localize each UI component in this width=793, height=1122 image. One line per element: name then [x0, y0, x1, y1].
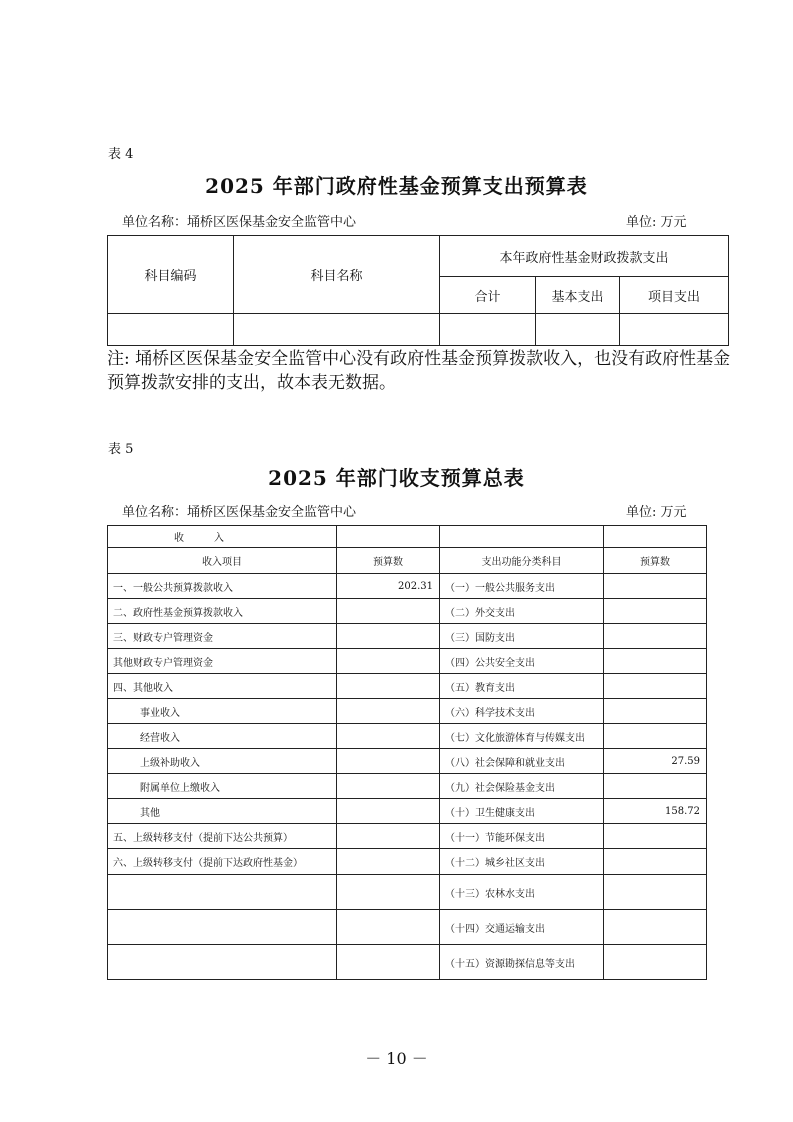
expense-amount [604, 910, 707, 945]
income-item: 其他 [108, 799, 337, 824]
income-item [108, 945, 337, 980]
income-amount [337, 724, 440, 749]
expense-category: （八）社会保障和就业支出 [440, 749, 604, 774]
expense-amount [604, 574, 707, 599]
income-amount [337, 824, 440, 849]
table-row [108, 824, 707, 849]
table-row [108, 724, 707, 749]
expense-amount [604, 674, 707, 699]
income-header: 收 入 [108, 526, 337, 548]
expense-category: （十五）资源勘探信息等支出 [440, 945, 604, 980]
income-item: 五、上级转移支付（提前下达公共预算） [108, 824, 337, 849]
table5-label: 表 5 [108, 442, 134, 457]
income-item: 四、其他收入 [108, 674, 337, 699]
expense-amount [604, 649, 707, 674]
expense-amount [604, 824, 707, 849]
table4-label: 表 4 [108, 147, 134, 162]
income-amount [337, 624, 440, 649]
table-row [108, 574, 707, 599]
expense-category: （三）国防支出 [440, 624, 604, 649]
table5-unit: 单位: 万元 [626, 505, 687, 520]
income-item: 其他财政专户管理资金 [108, 649, 337, 674]
table-row [108, 749, 707, 774]
col-header-income-amount: 预算数 [337, 548, 440, 574]
expense-category: （十）卫生健康支出 [440, 799, 604, 824]
expense-amount [604, 875, 707, 910]
income-amount [337, 799, 440, 824]
table-row [108, 875, 707, 910]
expense-amount [604, 724, 707, 749]
income-item [108, 910, 337, 945]
income-amount [337, 945, 440, 980]
expense-category: （二）外交支出 [440, 599, 604, 624]
col-header-income-item: 收入项目 [108, 548, 337, 574]
header-fund-expenditure: 本年政府性基金财政拨款支出 [440, 236, 729, 277]
expense-amount: 158.72 [604, 799, 707, 824]
header-subject-name: 科目名称 [234, 236, 440, 314]
income-amount [337, 774, 440, 799]
income-amount: 202.31 [337, 574, 440, 599]
table5-title: 2025 年部门收支预算总表 [268, 466, 525, 490]
income-amount [337, 910, 440, 945]
table5-unit-name: 单位名称：埇桥区医保基金安全监管中心 [122, 505, 357, 520]
expense-category: （十一）节能环保支出 [440, 824, 604, 849]
expense-amount [604, 849, 707, 875]
expense-category: （五）教育支出 [440, 674, 604, 699]
expense-category: （六）科学技术支出 [440, 699, 604, 724]
income-amount [337, 849, 440, 875]
header-total: 合计 [440, 277, 536, 314]
table-row [108, 314, 729, 346]
table-row [108, 674, 707, 699]
expense-amount [604, 699, 707, 724]
income-item: 上级补助收入 [108, 749, 337, 774]
income-item: 二、政府性基金预算拨款收入 [108, 599, 337, 624]
expense-amount [604, 599, 707, 624]
table-row [108, 624, 707, 649]
col-header-expense-category: 支出功能分类科目 [440, 548, 604, 574]
header-subject-code: 科目编码 [108, 236, 234, 314]
income-amount [337, 649, 440, 674]
table-row [108, 774, 707, 799]
income-item: 事业收入 [108, 699, 337, 724]
income-item [108, 875, 337, 910]
expense-category: （十三）农林水支出 [440, 875, 604, 910]
expense-category: （一）一般公共服务支出 [440, 574, 604, 599]
table4-note: 注: 埇桥区医保基金安全监管中心没有政府性基金预算拨款收入，也没有政府性基金预算拨款安排的支出，故本表无数据。 [107, 349, 731, 393]
table4-unit: 单位: 万元 [626, 215, 687, 230]
expense-amount [604, 624, 707, 649]
income-amount [337, 749, 440, 774]
expense-category: （十二）城乡社区支出 [440, 849, 604, 875]
expense-amount [604, 774, 707, 799]
table-row [108, 599, 707, 624]
income-amount [337, 599, 440, 624]
income-item: 附属单位上缴收入 [108, 774, 337, 799]
income-item: 三、财政专户管理资金 [108, 624, 337, 649]
table-row [108, 910, 707, 945]
income-amount [337, 674, 440, 699]
col-header-expense-amount: 预算数 [604, 548, 707, 574]
table5-grid [107, 525, 707, 980]
table-row [108, 699, 707, 724]
table-row [108, 799, 707, 824]
income-amount [337, 699, 440, 724]
header-basic-expenditure: 基本支出 [536, 277, 620, 314]
income-amount [337, 875, 440, 910]
income-item: 经营收入 [108, 724, 337, 749]
expense-amount [604, 945, 707, 980]
table4-unit-name: 单位名称：埇桥区医保基金安全监管中心 [122, 215, 357, 230]
expense-category: （四）公共安全支出 [440, 649, 604, 674]
table-row [108, 649, 707, 674]
expense-amount: 27.59 [604, 749, 707, 774]
header-project-expenditure: 项目支出 [620, 277, 729, 314]
table-row [108, 849, 707, 875]
income-item: 一、一般公共预算拨款收入 [108, 574, 337, 599]
table4-grid [107, 235, 729, 346]
income-item: 六、上级转移支付（提前下达政府性基金） [108, 849, 337, 875]
expense-category: （七）文化旅游体育与传媒支出 [440, 724, 604, 749]
table4-title: 2025 年部门政府性基金预算支出预算表 [205, 174, 588, 198]
expense-category: （十四）交通运输支出 [440, 910, 604, 945]
page-number: － 10 － [365, 1049, 428, 1068]
expense-category: （九）社会保险基金支出 [440, 774, 604, 799]
table-row [108, 945, 707, 980]
